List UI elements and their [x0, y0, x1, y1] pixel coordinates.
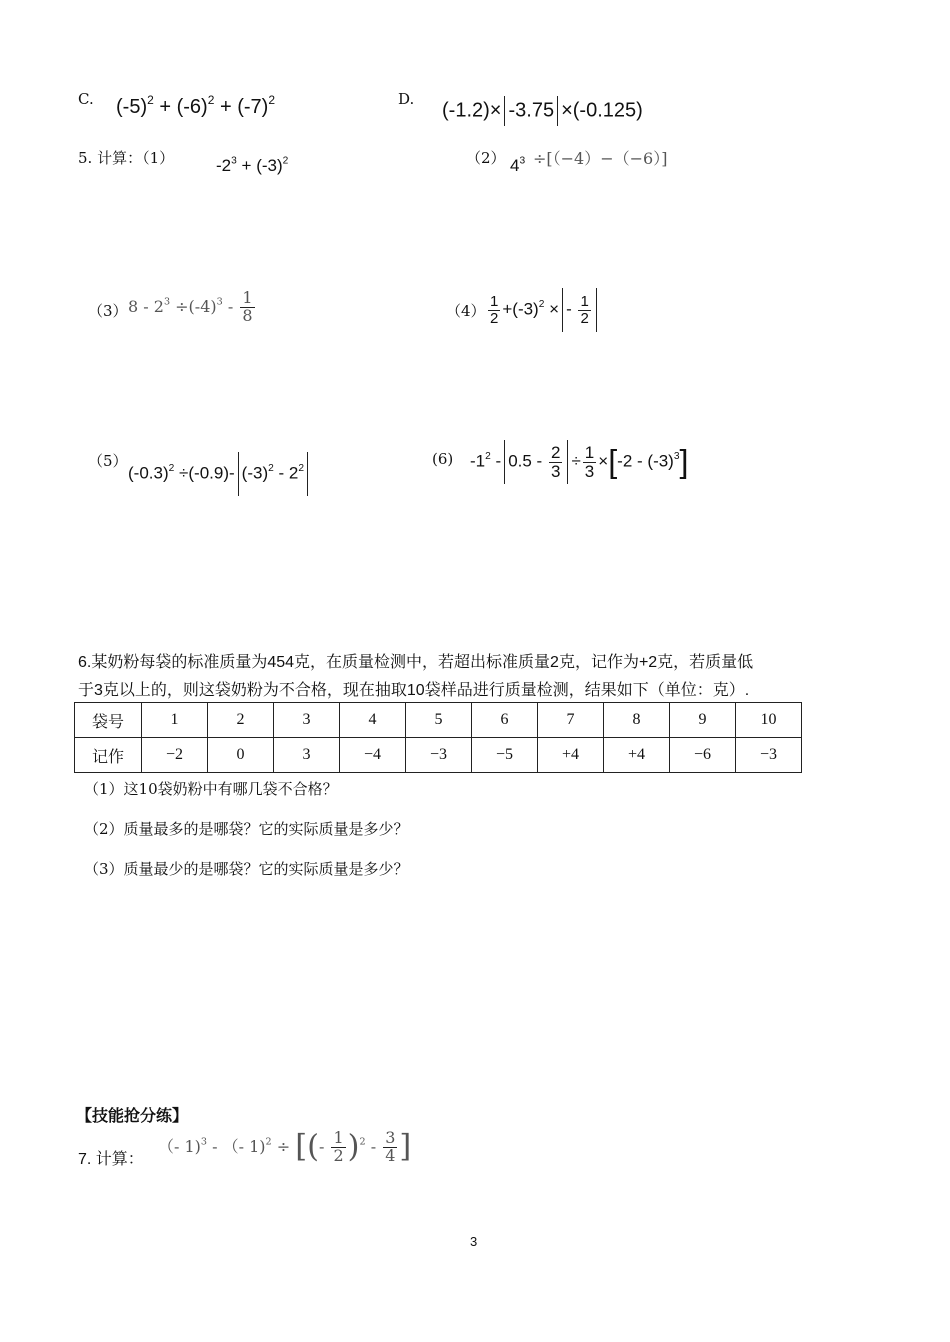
question-6-line-2: 于3克以上的，则这袋奶粉为不合格，现在抽取10袋样品进行质量检测，结果如下（单位：克）.	[78, 682, 750, 699]
option-c-label: C.	[78, 90, 94, 108]
record-cell: 3	[274, 738, 340, 773]
q5-part6-expression: $-1^2 - 0.5$ - $\frac{2}{3}$ ÷ $\frac{1}{3}$ $\times[-2 - (-3)^3]$	[470, 440, 689, 484]
question-7-expression: （- 1)$^3$ - （- 1)$^2$ ÷ [(- $\frac{1}{2}$ )$^2$ - $\frac{3}{4}$ ]	[158, 1128, 412, 1165]
record-cell: +4	[604, 738, 670, 773]
q5-part2-expression: $4^3$	[510, 155, 526, 175]
q5-part5-expression: $(-0.3)^2 \div(-0.9)-$ $(-3)^2 - 2^2$	[128, 452, 311, 496]
record-cell: −5	[472, 738, 538, 773]
record-cell: −3	[736, 738, 802, 773]
q6-sub-question-3: （3）质量最少的是哪袋？它的实际质量是多少？	[84, 860, 409, 878]
bag-number-cell: 1	[142, 703, 208, 738]
q5-part4-expression: $\frac{1}{2}$ $+(-3)^2$ × - $\frac{1}{2}$	[486, 288, 600, 332]
row-label-record: 记作	[75, 738, 142, 773]
bag-number-cell: 5	[406, 703, 472, 738]
table-row	[75, 703, 802, 738]
inspection-table	[74, 702, 802, 773]
q5-part6-label: (6)	[432, 450, 454, 468]
bag-number-cell: 4	[340, 703, 406, 738]
row-label-bag: 袋号	[75, 703, 142, 738]
record-cell: −2	[142, 738, 208, 773]
bag-number-cell: 3	[274, 703, 340, 738]
bag-number-cell: 6	[472, 703, 538, 738]
q5-part2-label: （2）	[466, 149, 506, 167]
page-number: 3	[470, 1234, 478, 1249]
q6-sub-question-1: （1）这10袋奶粉中有哪几袋不合格？	[84, 780, 338, 798]
question-6-line-1: 6.某奶粉每袋的标准质量为454克，在质量检测中，若超出标准质量2克，记作为+2克，若质量低	[78, 654, 754, 671]
q5-part3-label: （3）	[88, 302, 128, 320]
bag-number-cell: 9	[670, 703, 736, 738]
question-5-intro: 5. 计算：（1）	[78, 149, 175, 167]
record-cell: +4	[538, 738, 604, 773]
bag-number-cell: 10	[736, 703, 802, 738]
record-cell: −6	[670, 738, 736, 773]
q5-part4-label: （4）	[446, 302, 486, 320]
q5-part3-expression: $8 - 2^3 \div(-4)^3$ - $\frac{1}{8}$	[128, 288, 253, 325]
bag-number-cell: 8	[604, 703, 670, 738]
option-d-expression: (-1.2)× -3.75 ×(-0.125)	[442, 96, 643, 126]
record-cell: 0	[208, 738, 274, 773]
option-c-expression: $(-5)^2 + (-6)^2 + (-7)^2$	[116, 93, 276, 118]
option-d-label: D.	[398, 90, 415, 108]
q6-sub-question-2: （2）质量最多的是哪袋？它的实际质量是多少？	[84, 820, 409, 838]
bag-number-cell: 2	[208, 703, 274, 738]
question-7-label: 7. 计算：	[78, 1151, 144, 1168]
bag-number-cell: 7	[538, 703, 604, 738]
record-cell: −3	[406, 738, 472, 773]
skill-section-heading: 【技能抢分练】	[76, 1106, 189, 1125]
table-row	[75, 738, 802, 773]
q5-part2-rest: ÷[（−4）−（−6）]	[533, 149, 668, 168]
q5-part1-expression: $-2^3 + (-3)^2$	[216, 155, 289, 175]
record-cell: −4	[340, 738, 406, 773]
q5-part5-label: （5）	[88, 452, 128, 470]
